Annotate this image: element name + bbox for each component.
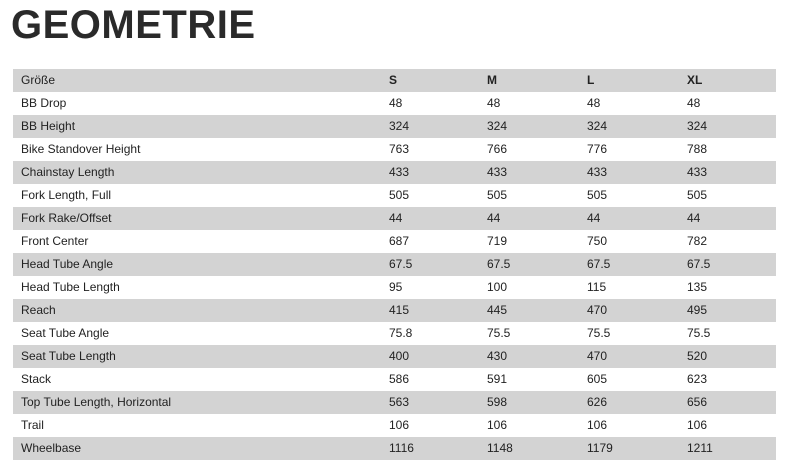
cell-size-l: 67.5	[587, 257, 611, 271]
cell-size-s: 563	[389, 395, 410, 409]
cell-size-xl: 1211	[687, 441, 713, 455]
cell-size-m: 505	[487, 188, 508, 202]
cell-size-m: 324	[487, 119, 508, 133]
cell-size-s: 433	[389, 165, 410, 179]
cell-size-m: 430	[487, 349, 508, 363]
cell-size-xl: 623	[687, 372, 708, 386]
cell-size-xl: 44	[687, 211, 701, 225]
table-row	[13, 115, 776, 138]
row-label: Stack	[21, 372, 52, 386]
cell-size-s: 1116	[389, 441, 414, 455]
cell-size-xl: 495	[687, 303, 708, 317]
table-row	[13, 368, 776, 391]
table-row	[13, 92, 776, 115]
cell-size-m: 100	[487, 280, 508, 294]
cell-size-xl: 75.5	[687, 326, 711, 340]
cell-size-s: 586	[389, 372, 410, 386]
table-row	[13, 299, 776, 322]
table-row	[13, 138, 776, 161]
row-label: Seat Tube Length	[21, 349, 116, 363]
cell-size-s: 75.8	[389, 326, 413, 340]
row-label: Bike Standover Height	[21, 142, 141, 156]
cell-size-s: 48	[389, 96, 403, 110]
cell-size-xl: 67.5	[687, 257, 711, 271]
cell-size-l: 505	[587, 188, 608, 202]
cell-size-xl: 433	[687, 165, 708, 179]
cell-size-m: 44	[487, 211, 501, 225]
cell-size-xl: 656	[687, 395, 708, 409]
cell-size-m: 1148	[487, 441, 513, 455]
cell-size-m: 766	[487, 142, 508, 156]
cell-size-l: 750	[587, 234, 608, 248]
cell-size-m: 75.5	[487, 326, 511, 340]
row-label: BB Height	[21, 119, 76, 133]
cell-size-s: 505	[389, 188, 410, 202]
table-row	[13, 414, 776, 437]
row-label: Front Center	[21, 234, 89, 248]
cell-size-m: 48	[487, 96, 501, 110]
table-row	[13, 437, 776, 460]
cell-size-m: 67.5	[487, 257, 511, 271]
row-label: Trail	[21, 418, 44, 432]
cell-size-s: 400	[389, 349, 410, 363]
row-label: Fork Length, Full	[21, 188, 112, 202]
row-label: Fork Rake/Offset	[21, 211, 112, 225]
cell-size-xl: 324	[687, 119, 708, 133]
cell-size-s: 763	[389, 142, 410, 156]
page-title: GEOMETRIE	[11, 3, 256, 47]
row-label: Wheelbase	[21, 441, 82, 455]
row-label: Reach	[21, 303, 56, 317]
row-label: Head Tube Length	[21, 280, 120, 294]
table-row	[13, 207, 776, 230]
cell-size-xl: 505	[687, 188, 708, 202]
cell-size-l: 324	[587, 119, 608, 133]
cell-size-s: 44	[389, 211, 403, 225]
cell-size-l: 470	[587, 349, 608, 363]
cell-size-xl: 520	[687, 349, 708, 363]
row-label: Top Tube Length, Horizontal	[21, 395, 172, 409]
header-size-label: Größe	[21, 73, 56, 87]
cell-size-l: 1179	[587, 441, 613, 455]
table-header-row	[13, 69, 776, 92]
cell-size-l: 433	[587, 165, 608, 179]
table-row	[13, 161, 776, 184]
header-size-m: M	[487, 73, 497, 87]
cell-size-m: 719	[487, 234, 508, 248]
header-size-xl: XL	[687, 73, 703, 87]
cell-size-xl: 788	[687, 142, 708, 156]
cell-size-l: 626	[587, 395, 608, 409]
table-row	[13, 391, 776, 414]
cell-size-s: 687	[389, 234, 410, 248]
cell-size-m: 598	[487, 395, 508, 409]
cell-size-l: 44	[587, 211, 601, 225]
row-label: Seat Tube Angle	[21, 326, 110, 340]
cell-size-s: 95	[389, 280, 403, 294]
table-row	[13, 345, 776, 368]
cell-size-l: 470	[587, 303, 608, 317]
cell-size-s: 324	[389, 119, 410, 133]
row-label: Head Tube Angle	[21, 257, 114, 271]
geometry-table	[13, 69, 776, 460]
cell-size-l: 106	[587, 418, 608, 432]
table-row	[13, 276, 776, 299]
cell-size-l: 776	[587, 142, 608, 156]
cell-size-s: 415	[389, 303, 410, 317]
table-row	[13, 253, 776, 276]
cell-size-m: 106	[487, 418, 508, 432]
header-size-s: S	[389, 73, 398, 87]
cell-size-l: 48	[587, 96, 601, 110]
cell-size-m: 445	[487, 303, 508, 317]
cell-size-l: 75.5	[587, 326, 611, 340]
cell-size-xl: 135	[687, 280, 708, 294]
cell-size-xl: 106	[687, 418, 708, 432]
header-size-l: L	[587, 73, 595, 87]
cell-size-s: 106	[389, 418, 410, 432]
cell-size-s: 67.5	[389, 257, 413, 271]
cell-size-l: 605	[587, 372, 608, 386]
table-row	[13, 184, 776, 207]
cell-size-xl: 48	[687, 96, 701, 110]
row-label: BB Drop	[21, 96, 67, 110]
table-row	[13, 322, 776, 345]
row-label: Chainstay Length	[21, 165, 115, 179]
cell-size-m: 433	[487, 165, 508, 179]
cell-size-m: 591	[487, 372, 508, 386]
cell-size-xl: 782	[687, 234, 708, 248]
cell-size-l: 115	[587, 280, 607, 294]
table-row	[13, 230, 776, 253]
